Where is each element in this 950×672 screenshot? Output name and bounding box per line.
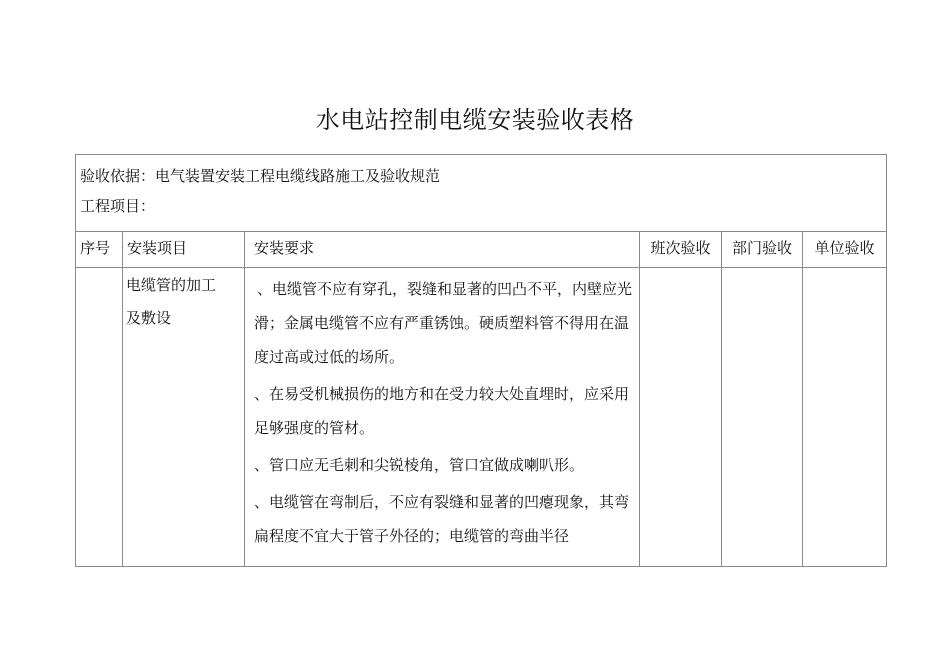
page-title: 水电站控制电缆安装验收表格 xyxy=(315,106,635,134)
row-item-line: 及敷设 xyxy=(126,309,172,327)
row-unit-check-cell[interactable] xyxy=(803,268,887,567)
acceptance-form-table xyxy=(75,154,887,567)
row-requirements-cell xyxy=(245,268,640,567)
row-item-line: 电缆管的加工 xyxy=(126,276,217,294)
header-dept-check: 部门验收 xyxy=(722,232,803,268)
basis-row xyxy=(76,155,887,232)
header-unit-check: 单位验收 xyxy=(803,232,887,268)
header-row xyxy=(76,232,887,268)
requirement-item: 、管口应无毛刺和尖锐棱角，管口宜做成喇叭形。 xyxy=(254,456,585,474)
row-dept-check-cell[interactable] xyxy=(722,268,803,567)
table-row xyxy=(76,268,887,567)
header-item: 安装项目 xyxy=(123,232,245,268)
header-requirements: 安装要求 xyxy=(245,232,640,268)
basis-cell xyxy=(76,155,887,232)
acceptance-basis: 验收依据：电气装置安装工程电缆线路施工及验收规范 xyxy=(80,167,441,185)
header-seq: 序号 xyxy=(76,232,123,268)
row-seq-cell xyxy=(76,268,123,567)
row-team-check-cell[interactable] xyxy=(640,268,722,567)
requirement-item: 、电缆管在弯制后，不应有裂缝和显著的凹瘪现象，其弯扁程度不宜大于管子外径的；电缆管的弯曲半径 xyxy=(254,493,630,545)
requirement-item: 、在易受机械损伤的地方和在受力较大处直埋时，应采用足够强度的管材。 xyxy=(254,385,630,437)
header-team-check: 班次验收 xyxy=(640,232,722,268)
row-item-cell xyxy=(123,268,245,567)
requirement-item: 、电缆管不应有穿孔，裂缝和显著的凹凸不平，内壁应光滑；金属电缆管不应有严重锈蚀。硬质塑料管不得用在温度过高或过低的场所。 xyxy=(254,280,633,366)
project-label: 工程项目： xyxy=(80,197,156,215)
